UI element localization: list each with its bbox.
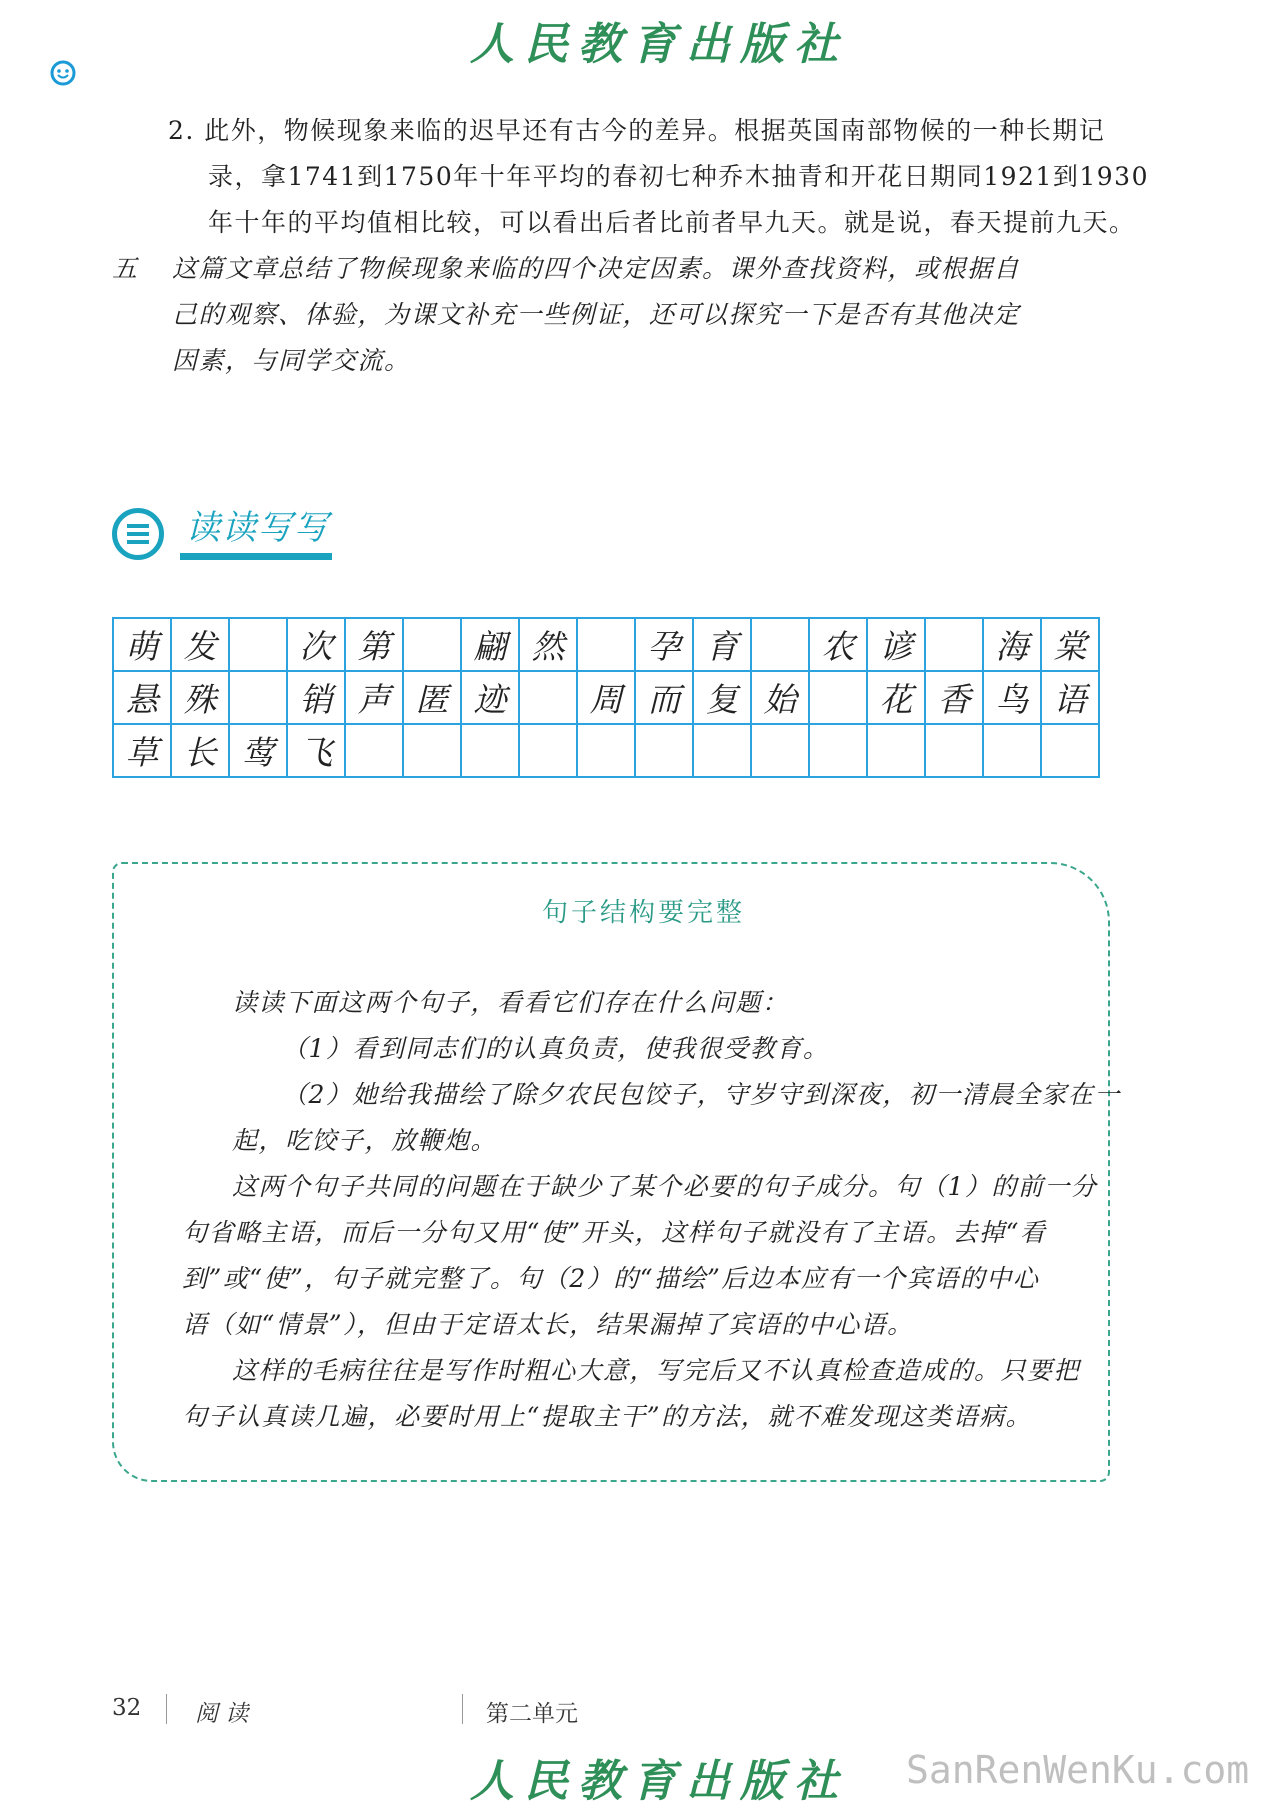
vocab-cell: 迹 — [461, 671, 519, 724]
vocab-cell: 始 — [751, 671, 809, 724]
vocab-cell: 然 — [519, 618, 577, 671]
publisher-logo-bottom: 人民教育出版社 — [470, 1756, 848, 1807]
vocab-cell — [809, 724, 867, 777]
vocab-cell — [577, 618, 635, 671]
grammar-tip-title: 句子结构要完整 — [542, 898, 746, 928]
tip-line-5: 这两个句子共同的问题在于缺少了某个必要的句子成分。句（1）的前一分 — [232, 1172, 1098, 1201]
vocab-cell: 复 — [693, 671, 751, 724]
vocab-cell — [809, 671, 867, 724]
footer-divider-right — [462, 1694, 463, 1724]
vocab-cell: 殊 — [171, 671, 229, 724]
vocab-cell: 长 — [171, 724, 229, 777]
vocab-cell — [403, 724, 461, 777]
vocab-cell: 棠 — [1041, 618, 1099, 671]
footer-unit-label: 第二单元 — [486, 1701, 578, 1727]
item2-line-3: 年十年的平均值相比较，可以看出后者比前者早九天。就是说，春天提前九天。 — [208, 208, 1136, 237]
vocab-cell: 鸟 — [983, 671, 1041, 724]
vocab-cell: 周 — [577, 671, 635, 724]
section-number-three-icon — [112, 508, 164, 560]
item5-number: 五 — [112, 254, 139, 283]
vocab-cell: 孕 — [635, 618, 693, 671]
tip-line-9: 这样的毛病往往是写作时粗心大意，写完后又不认真检查造成的。只要把 — [232, 1356, 1081, 1385]
vocab-cell — [751, 724, 809, 777]
vocab-cell: 飞 — [287, 724, 345, 777]
tip-line-3: （2）她给我描绘了除夕农民包饺子，守岁守到深夜，初一清晨全家在一 — [282, 1080, 1121, 1109]
tip-line-4: 起，吃饺子，放鞭炮。 — [232, 1126, 498, 1155]
vocab-cell: 声 — [345, 671, 403, 724]
tip-line-1: 读读下面这两个句子，看看它们存在什么问题： — [232, 988, 789, 1017]
tip-line-7: 到”或“使”，句子就完整了。句（2）的“描绘”后边本应有一个宾语的中心 — [182, 1264, 1040, 1293]
tip-line-2: （1）看到同志们的认真负责，使我很受教育。 — [282, 1034, 830, 1063]
item5-line-3: 因素，与同学交流。 — [172, 346, 411, 375]
vocab-cell: 花 — [867, 671, 925, 724]
vocab-cell — [925, 724, 983, 777]
vocab-cell — [403, 618, 461, 671]
vocab-cell: 销 — [287, 671, 345, 724]
vocab-cell: 匿 — [403, 671, 461, 724]
vocab-cell: 翩 — [461, 618, 519, 671]
tip-line-10: 句子认真读几遍，必要时用上“提取主干”的方法，就不难发现这类语病。 — [182, 1402, 1033, 1431]
publisher-logo-top: 人民教育出版社 — [470, 19, 848, 70]
item5-line-2: 己的观察、体验，为课文补充一些例证，还可以探究一下是否有其他决定 — [172, 300, 1021, 329]
item2-line-2: 录，拿1741到1750年十年平均的春初七种乔木抽青和开花日期同1921到1930 — [208, 162, 1149, 191]
vocab-cell: 悬 — [113, 671, 171, 724]
vocab-cell — [867, 724, 925, 777]
vocab-cell — [693, 724, 751, 777]
vocab-grid — [112, 617, 1100, 778]
section-title: 读读写写 — [186, 508, 330, 548]
vocab-cell — [983, 724, 1041, 777]
vocab-cell — [229, 618, 287, 671]
vocab-row — [113, 671, 1099, 724]
vocab-cell: 草 — [113, 724, 171, 777]
tip-line-6: 句省略主语，而后一分句又用“使”开头，这样句子就没有了主语。去掉“看 — [182, 1218, 1047, 1247]
vocab-cell — [461, 724, 519, 777]
vocab-cell: 海 — [983, 618, 1041, 671]
vocab-cell: 发 — [171, 618, 229, 671]
vocab-cell — [635, 724, 693, 777]
vocab-cell: 语 — [1041, 671, 1099, 724]
vocab-row — [113, 724, 1099, 777]
smiley-icon — [50, 60, 76, 86]
vocab-cell: 莺 — [229, 724, 287, 777]
footer-divider-left — [166, 1694, 167, 1724]
vocab-cell: 育 — [693, 618, 751, 671]
section-title-underline — [180, 553, 332, 560]
tip-line-8: 语（如“情景”），但由于定语太长，结果漏掉了宾语的中心语。 — [182, 1310, 914, 1339]
vocab-cell — [925, 618, 983, 671]
vocab-cell — [1041, 724, 1099, 777]
vocab-cell — [577, 724, 635, 777]
vocab-cell — [345, 724, 403, 777]
vocab-cell — [229, 671, 287, 724]
vocab-cell: 第 — [345, 618, 403, 671]
item2-line-1: 2. 此外，物候现象来临的迟早还有古今的差异。根据英国南部物候的一种长期记 — [168, 116, 1106, 145]
vocab-row — [113, 618, 1099, 671]
page-number: 32 — [112, 1695, 142, 1721]
vocab-cell: 谚 — [867, 618, 925, 671]
vocab-cell — [751, 618, 809, 671]
vocab-cell: 香 — [925, 671, 983, 724]
footer-section-label: 阅 读 — [195, 1701, 249, 1727]
vocab-cell: 农 — [809, 618, 867, 671]
vocab-cell: 次 — [287, 618, 345, 671]
vocab-cell: 萌 — [113, 618, 171, 671]
item5-line-1: 这篇文章总结了物候现象来临的四个决定因素。课外查找资料，或根据自 — [172, 254, 1021, 283]
watermark: SanRenWenKu.com — [906, 1748, 1250, 1792]
vocab-cell — [519, 671, 577, 724]
vocab-cell — [519, 724, 577, 777]
vocab-cell: 而 — [635, 671, 693, 724]
